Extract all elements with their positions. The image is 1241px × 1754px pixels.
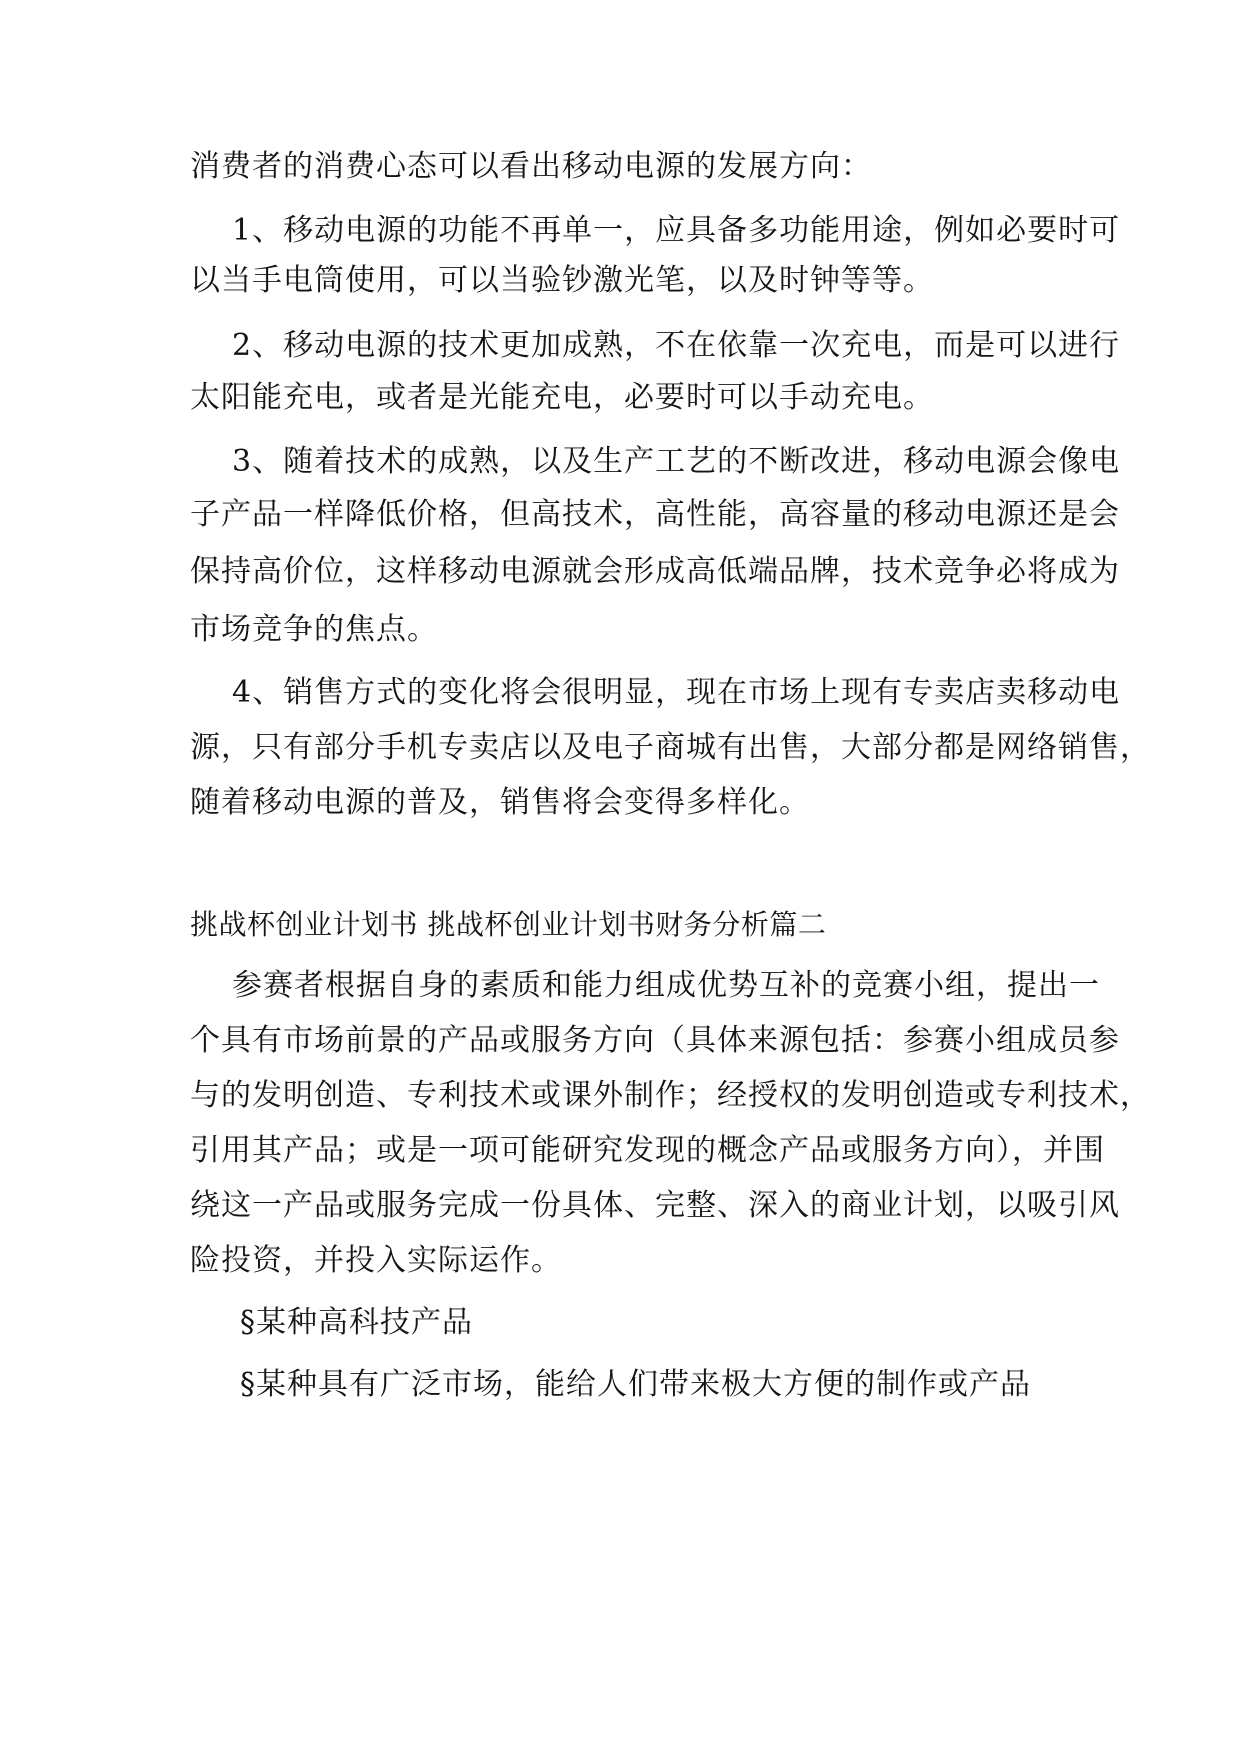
para-line6: 险投资，并投入实际运作。 bbox=[190, 1243, 562, 1278]
para-line2: 个具有市场前景的产品或服务方向（具体来源包括：参赛小组成员参 bbox=[190, 1023, 1120, 1058]
item2-line1: 2、移动电源的技术更加成熟，不在依靠一次充电，而是可以进行 bbox=[232, 328, 1121, 363]
item4-line3: 随着移动电源的普及，销售将会变得多样化。 bbox=[190, 785, 810, 820]
intro-line: 消费者的消费心态可以看出移动电源的发展方向： bbox=[190, 149, 872, 184]
item2-line2: 太阳能充电，或者是光能充电，必要时可以手动充电。 bbox=[190, 380, 934, 415]
bullet-item-1: §某种高科技产品 bbox=[240, 1305, 473, 1340]
para-line4: 引用其产品；或是一项可能研究发现的概念产品或服务方向），并围 bbox=[190, 1133, 1105, 1168]
para-line1: 参赛者根据自身的素质和能力组成优势互补的竞赛小组，提出一 bbox=[232, 968, 1100, 1003]
item3-line2: 子产品一样降低价格，但高技术，高性能，高容量的移动电源还是会 bbox=[190, 497, 1120, 532]
item4-line1: 4、销售方式的变化将会很明显，现在市场上现有专卖店卖移动电 bbox=[232, 675, 1121, 710]
item1-line2: 以当手电筒使用，可以当验钞激光笔，以及时钟等等。 bbox=[190, 263, 934, 298]
para-line3: 与的发明创造、专利技术或课外制作；经授权的发明创造或专利技术， bbox=[190, 1078, 1151, 1113]
para-line5: 绕这一产品或服务完成一份具体、完整、深入的商业计划，以吸引风 bbox=[190, 1188, 1120, 1223]
bullet-item-2: §某种具有广泛市场，能给人们带来极大方便的制作或产品 bbox=[240, 1367, 1031, 1402]
item3-line1: 3、随着技术的成熟，以及生产工艺的不断改进，移动电源会像电 bbox=[232, 444, 1121, 479]
section-heading: 挑战杯创业计划书 挑战杯创业计划书财务分析篇二 bbox=[190, 908, 827, 941]
item3-line3: 保持高价位，这样移动电源就会形成高低端品牌，技术竞争必将成为 bbox=[190, 554, 1120, 589]
item4-line2: 源，只有部分手机专卖店以及电子商城有出售，大部分都是网络销售， bbox=[190, 730, 1151, 765]
item1-line1: 1、移动电源的功能不再单一，应具备多功能用途，例如必要时可 bbox=[232, 213, 1121, 248]
item3-line4: 市场竞争的焦点。 bbox=[190, 612, 438, 647]
